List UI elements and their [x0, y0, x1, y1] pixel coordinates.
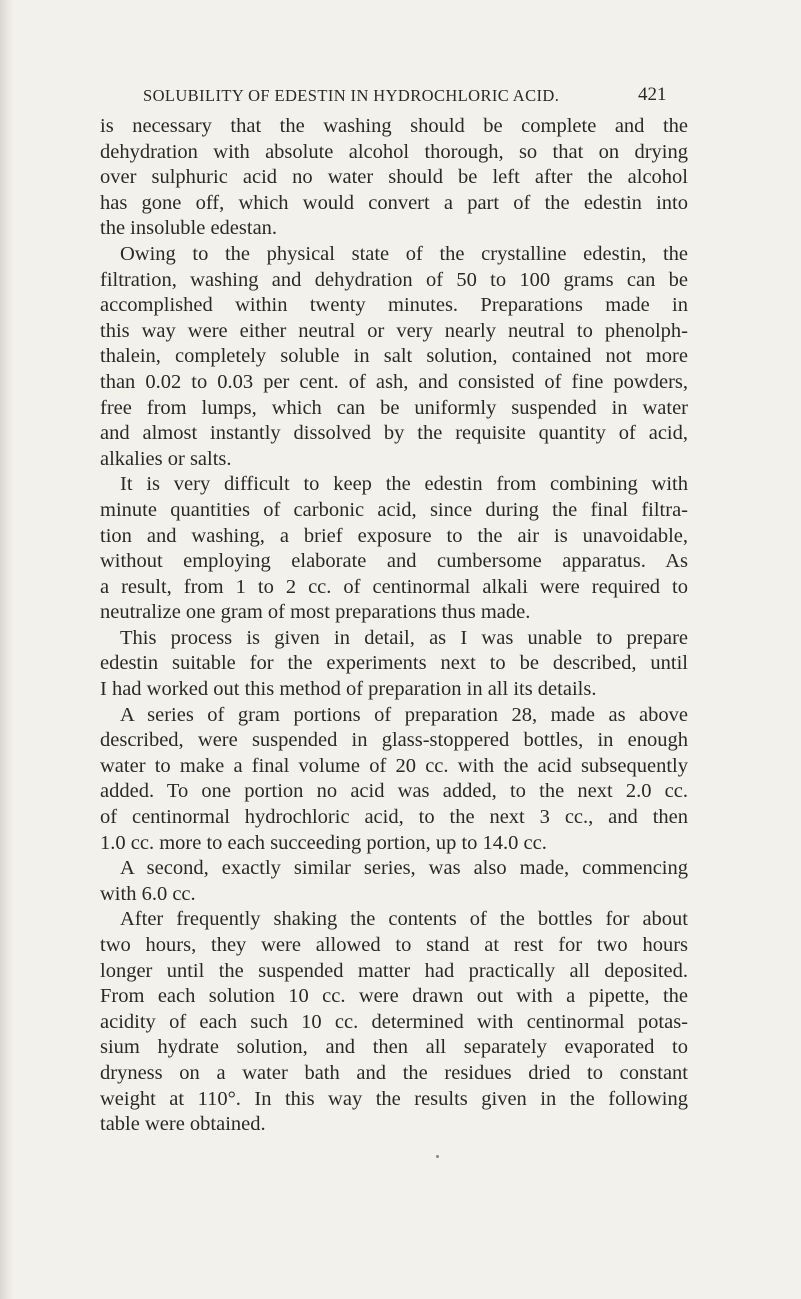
text-line: water to make a final volume of 20 cc. with the acid subsequently — [100, 754, 688, 777]
text-line: with 6.0 cc. — [100, 882, 196, 905]
print-speck — [436, 1155, 439, 1158]
text-line: longer until the suspended matter had practically all deposited. — [100, 959, 688, 982]
text-line: and almost instantly dissolved by the requisite quantity of acid, — [100, 422, 688, 445]
text-line: the insoluble edestan. — [100, 217, 278, 240]
text-line: Owing to the physical state of the crystalline edestin, the — [120, 242, 688, 265]
text-line: thalein, completely soluble in salt solution, contained not more — [100, 345, 688, 368]
text-line: without employing elaborate and cumbersome apparatus. As — [100, 550, 688, 573]
text-line: filtration, washing and dehydration of 50 to 100 grams can be — [100, 268, 688, 291]
page-number: 421 — [638, 84, 667, 105]
text-line: of centinormal hydrochloric acid, to the next 3 cc., and then — [100, 806, 688, 829]
text-line: weight at 110°. In this way the results given in the following — [100, 1087, 688, 1110]
text-line: dehydration with absolute alcohol thorough, so that on drying — [100, 140, 688, 163]
text-line: I had worked out this method of preparation in all its details. — [100, 678, 597, 701]
text-line: A series of gram portions of preparation 28, made as above — [120, 703, 688, 726]
text-line: table were obtained. — [100, 1113, 266, 1136]
text-line: than 0.02 to 0.03 per cent. of ash, and consisted of fine powders, — [100, 370, 688, 393]
text-line: acidity of each such 10 cc. determined with centinormal potas- — [100, 1010, 688, 1033]
text-line: It is very difficult to keep the edestin from combining with — [120, 473, 688, 496]
text-line: After frequently shaking the contents of the bottles for about — [120, 908, 688, 931]
text-line: From each solution 10 cc. were drawn out with a pipette, the — [100, 985, 688, 1008]
text-line: accomplished within twenty minutes. Preparations made in — [100, 294, 688, 317]
text-line: 1.0 cc. more to each succeeding portion, up to 14.0 cc. — [100, 831, 547, 854]
text-line: added. To one portion no acid was added, to the next 2.0 cc. — [100, 780, 688, 803]
text-line: is necessary that the washing should be complete and the — [100, 115, 688, 137]
text-line: dryness on a water bath and the residues dried to constant — [100, 1061, 688, 1084]
text-line: a result, from 1 to 2 cc. of centinormal alkali were required to — [100, 575, 688, 598]
text-line: sium hydrate solution, and then all separately evaporated to — [100, 1036, 688, 1059]
text-line: neutralize one gram of most preparations thus made. — [100, 601, 531, 624]
text-line: A second, exactly similar series, was also made, commencing — [120, 857, 688, 880]
text-line: minute quantities of carbonic acid, since during the final filtra- — [100, 498, 688, 521]
text-line: This process is given in detail, as I was unable to prepare — [120, 626, 688, 649]
body-text — [100, 114, 688, 1138]
running-head: SOLUBILITY OF EDESTIN IN HYDROCHLORIC ACID. — [143, 86, 560, 105]
text-line: described, were suspended in glass-stoppered bottles, in enough — [100, 729, 688, 752]
text-line: free from lumps, which can be uniformly suspended in water — [100, 396, 688, 419]
text-line: two hours, they were allowed to stand at rest for two hours — [100, 934, 688, 956]
text-line: tion and washing, a brief exposure to the air is unavoidable, — [100, 524, 688, 547]
text-line: has gone off, which would convert a part of the edestin into — [100, 191, 688, 214]
text-line: over sulphuric acid no water should be left after the alcohol — [100, 166, 688, 189]
text-line: this way were either neutral or very nearly neutral to phenolph- — [100, 319, 688, 342]
text-line: edestin suitable for the experiments next to be described, until — [100, 652, 688, 675]
text-line: alkalies or salts. — [100, 447, 232, 470]
